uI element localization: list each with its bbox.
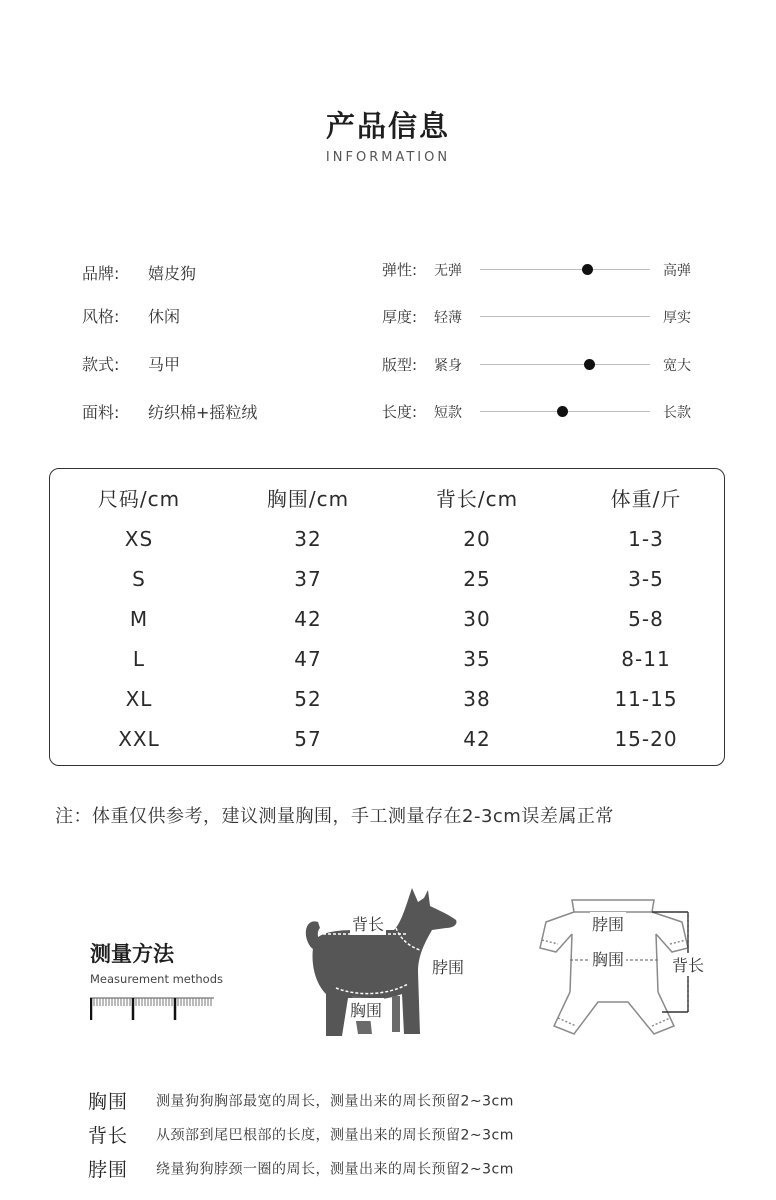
table-cell: 20	[463, 527, 491, 551]
table-cell: 25	[463, 567, 491, 591]
scale-label: 弹性:	[382, 261, 418, 279]
scale-high-label: 长款	[663, 405, 691, 421]
table-cell: 52	[294, 687, 322, 711]
attr-type	[82, 352, 180, 375]
scale-knob	[557, 406, 568, 417]
attr-value: 嬉皮狗	[148, 264, 197, 283]
scale-thickness	[382, 304, 702, 328]
definition-text: 从颈部到尾巴根部的长度，测量出来的周长预留2~3cm	[156, 1127, 514, 1144]
table-header-cell: 尺码/cm	[97, 487, 181, 511]
scale-length	[382, 399, 702, 423]
definition-text: 绕量狗狗脖颈一圈的周长，测量出来的周长预留2~3cm	[156, 1161, 514, 1178]
scale-track	[480, 269, 650, 270]
clothes-neck-label: 脖围	[590, 912, 626, 935]
scale-high-label: 宽大	[663, 358, 691, 374]
table-cell: 57	[294, 727, 322, 751]
attr-brand	[82, 261, 196, 284]
table-cell: 37	[294, 567, 322, 591]
definition-term: 胸围	[88, 1091, 129, 1113]
table-cell: 8-11	[621, 647, 671, 671]
scale-fit	[382, 352, 702, 376]
scale-low-label: 无弹	[434, 263, 462, 279]
table-cell: S	[132, 567, 146, 591]
table-cell: 42	[463, 727, 491, 751]
attr-value: 马甲	[148, 355, 181, 374]
scale-knob	[584, 359, 595, 370]
scale-low-label: 短款	[434, 405, 462, 421]
dog-back-label: 背长	[350, 912, 386, 935]
attr-key: 品牌:	[82, 264, 120, 283]
attr-key: 面料:	[82, 403, 120, 422]
table-header-cell: 胸围/cm	[266, 487, 350, 511]
definition-term: 背长	[88, 1125, 129, 1147]
dog-chest-label: 胸围	[348, 998, 384, 1021]
scale-high-label: 高弹	[663, 263, 691, 279]
table-cell: M	[129, 607, 149, 631]
scale-label: 版型:	[382, 356, 418, 374]
definition-text: 测量狗狗胸部最宽的周长，测量出来的周长预留2~3cm	[156, 1093, 514, 1110]
clothes-back-label: 背长	[670, 953, 706, 976]
definition-row	[88, 1155, 514, 1182]
scale-label: 长度:	[382, 403, 418, 421]
scale-track	[480, 316, 650, 317]
scale-low-label: 轻薄	[434, 310, 462, 326]
table-cell: 47	[294, 647, 322, 671]
table-cell: 3-5	[628, 567, 664, 591]
definition-row	[88, 1087, 514, 1114]
table-header-cell: 体重/斤	[610, 487, 682, 511]
scale-label: 厚度:	[382, 308, 418, 326]
table-cell: L	[132, 647, 146, 671]
scale-knob	[582, 264, 593, 275]
dog-neck-label: 脖围	[430, 955, 466, 978]
scale-track	[480, 364, 650, 365]
scale-low-label: 紧身	[434, 358, 462, 374]
scale-elasticity	[382, 257, 702, 281]
table-cell: 35	[463, 647, 491, 671]
attr-key: 款式:	[82, 355, 120, 374]
table-cell: 11-15	[614, 687, 678, 711]
measurement-subtitle: Measurement methods	[90, 972, 224, 986]
page-subtitle: INFORMATION	[325, 150, 451, 165]
table-cell: XL	[125, 687, 153, 711]
size-note: 注：体重仅供参考，建议测量胸围，手工测量存在2-3cm误差属正常	[55, 806, 614, 827]
table-cell: 15-20	[614, 727, 678, 751]
ruler-icon	[90, 992, 214, 1022]
measurement-title: 测量方法	[90, 942, 174, 966]
table-header-cell: 背长/cm	[435, 487, 519, 511]
definition-term: 脖围	[88, 1159, 129, 1181]
attr-value: 休闲	[148, 307, 181, 326]
table-cell: 30	[463, 607, 491, 631]
table-cell: 32	[294, 527, 322, 551]
table-cell: 38	[463, 687, 491, 711]
table-cell: XS	[124, 527, 154, 551]
attr-key: 风格:	[82, 307, 120, 326]
table-cell: 42	[294, 607, 322, 631]
page-title: 产品信息	[325, 109, 450, 143]
attr-style	[82, 304, 180, 327]
size-table	[49, 468, 725, 766]
table-cell: 1-3	[628, 527, 664, 551]
attr-fabric	[82, 400, 257, 423]
clothes-chest-label: 胸围	[590, 947, 626, 970]
scale-high-label: 厚实	[663, 310, 691, 326]
table-cell: 5-8	[628, 607, 664, 631]
definition-row	[88, 1121, 514, 1148]
table-cell: XXL	[118, 727, 160, 751]
attr-value: 纺织棉+摇粒绒	[148, 403, 258, 422]
